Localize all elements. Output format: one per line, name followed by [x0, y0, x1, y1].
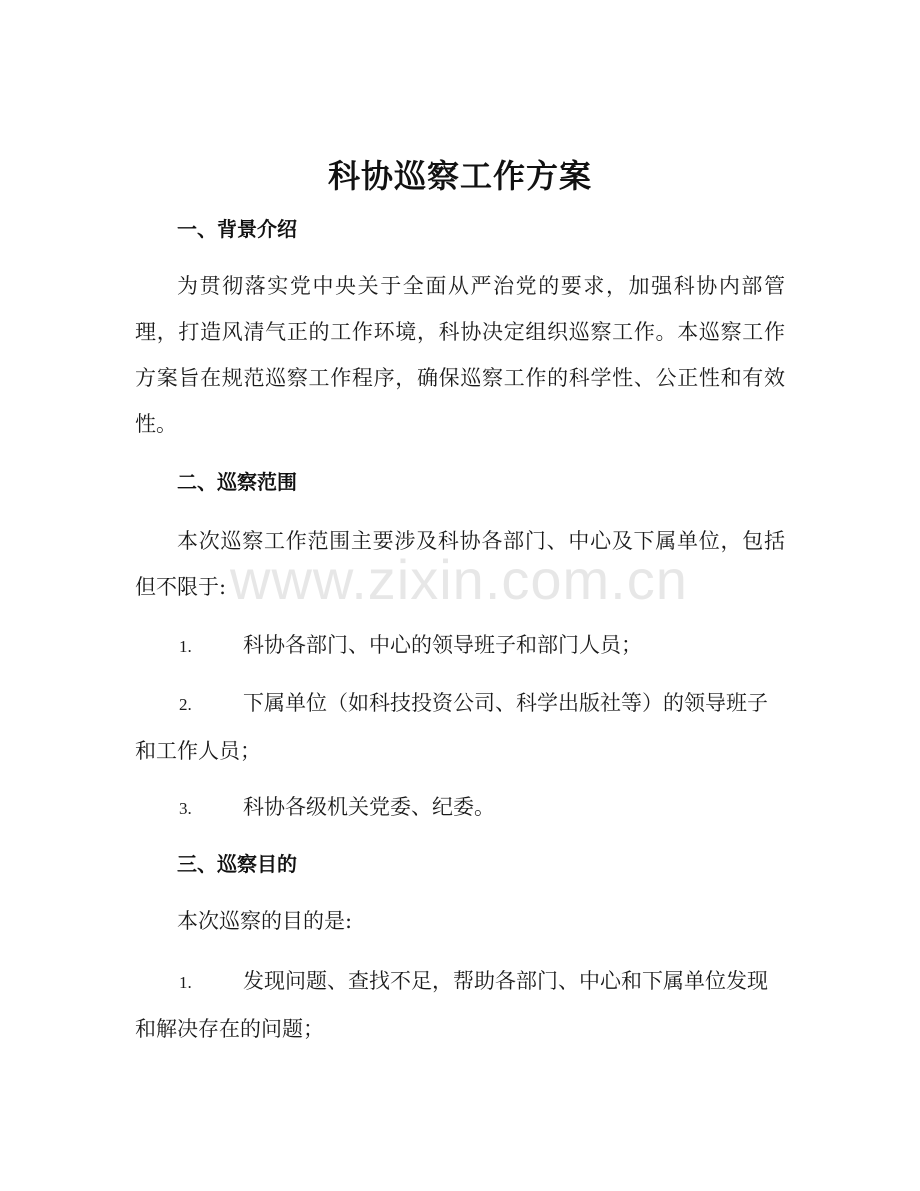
list-item-number: 2. [179, 695, 192, 714]
document-title: 科协巡察工作方案 [327, 157, 592, 195]
section-heading-scope: 二、巡察范围 [177, 470, 297, 494]
list-item-text: 科协各部门、中心的领导班子和部门人员； [243, 633, 642, 657]
watermark: www.zixin.com.cn [230, 548, 688, 611]
list-item-text: 下属单位（如科技投资公司、科学出版社等）的领导班子和工作人员； [135, 691, 768, 763]
list-item [135, 784, 785, 832]
section-heading-purpose: 三、巡察目的 [177, 852, 297, 876]
list-item-number: 3. [179, 799, 192, 818]
list-item [135, 680, 785, 774]
list-item-number: 1. [179, 637, 192, 656]
section-paragraph-scope: 本次巡察工作范围主要涉及科协各部门、中心及下属单位，包括但不限于: [135, 529, 785, 599]
list-item-number: 1. [179, 973, 192, 992]
list-item-text: 科协各级机关党委、纪委。 [243, 795, 495, 819]
list-item [135, 958, 785, 1052]
list-item [135, 622, 785, 670]
section-paragraph-purpose: 本次巡察的目的是: [177, 909, 353, 933]
section-heading-background: 一、背景介绍 [177, 217, 297, 241]
list-item-text: 发现问题、查找不足，帮助各部门、中心和下属单位发现和解决存在的问题； [135, 969, 768, 1041]
section-paragraph-background: 为贯彻落实党中央关于全面从严治党的要求，加强科协内部管理，打造风清气正的工作环境，科协决定组织巡察工作。本巡察工作方案旨在规范巡察工作程序，确保巡察工作的科学性、公正性和有效性。 [135, 274, 785, 436]
